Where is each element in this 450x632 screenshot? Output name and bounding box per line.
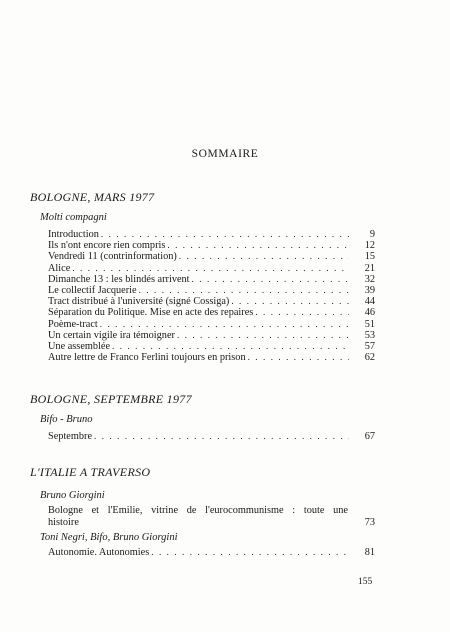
- page-number: 44: [364, 296, 375, 308]
- dot-leader: [179, 251, 349, 262]
- section-author: Bifo - Bruno: [40, 414, 93, 425]
- toc-entry[interactable]: Tract distribué à l'université (signé Cossiga) . . . 44: [48, 296, 375, 307]
- page-number: 39: [364, 284, 375, 296]
- page-number: 46: [364, 307, 375, 319]
- toc-list-negri: [48, 547, 375, 558]
- dot-leader: [100, 319, 349, 330]
- dot-leader: [112, 341, 349, 352]
- page-number: 62: [364, 352, 375, 364]
- toc-list-giorgini: [48, 505, 375, 529]
- toc-entry[interactable]: Dimanche 13 : les blindés arrivent . . . 32: [48, 274, 375, 285]
- dot-leader: [139, 285, 349, 296]
- page-number: 67: [364, 431, 375, 442]
- toc-entry[interactable]: Le collectif Jacquerie . . . 39: [48, 285, 375, 296]
- section-heading-bologne-septembre: BOLOGNE, SEPTEMBRE 1977: [30, 392, 192, 406]
- toc-entry[interactable]: Vendredi 11 (contrinformation) . . . 15: [48, 251, 375, 262]
- page-number: 9: [369, 229, 375, 240]
- dot-leader: [151, 547, 349, 558]
- folio-page-number: 155: [358, 577, 373, 587]
- dot-leader: [94, 431, 349, 442]
- toc-entry[interactable]: Alice . . . 21: [48, 263, 375, 274]
- dot-leader: [192, 274, 349, 285]
- page-number: 73: [364, 517, 375, 528]
- section-heading-italie-a-traverso: L'ITALIE A TRAVERSO: [30, 465, 151, 479]
- toc-entry[interactable]: Septembre . . . 67: [48, 431, 375, 442]
- toc-entry[interactable]: Autre lettre de Franco Ferlini toujours en prison . . . 62: [48, 352, 375, 363]
- page-number: 51: [364, 318, 375, 330]
- toc-entry[interactable]: Introduction . . . 9: [48, 229, 375, 240]
- section-author: Toni Negri, Bifo, Bruno Giorgini: [40, 532, 178, 543]
- dot-leader: [101, 229, 349, 240]
- page-number: 15: [364, 251, 375, 263]
- toc-list-bologne-septembre: [48, 431, 375, 442]
- section-heading-bologne-mars: BOLOGNE, MARS 1977: [30, 190, 155, 204]
- toc-entry[interactable]: Un certain vigile ira témoigner . . . 53: [48, 330, 375, 341]
- dot-leader: [248, 352, 349, 363]
- section-author: Molti compagni: [40, 212, 107, 223]
- dot-leader: [177, 330, 349, 341]
- page-title: SOMMAIRE: [191, 148, 259, 160]
- toc-entry[interactable]: Bologne et l'Emilie, vitrine de l'eurocommunisme : toute une histoire 73: [48, 505, 375, 528]
- dot-leader: [167, 240, 349, 251]
- dot-leader: [255, 307, 349, 318]
- dot-leader: [72, 263, 349, 274]
- page-number: 12: [364, 240, 375, 252]
- page-number: 81: [364, 547, 375, 558]
- toc-entry[interactable]: Séparation du Politique. Mise en acte des repaires . . . 46: [48, 307, 375, 318]
- page-number: 57: [364, 340, 375, 352]
- page-number: 32: [364, 273, 375, 285]
- page-number: 21: [364, 262, 375, 274]
- toc-entry[interactable]: Autonomie. Autonomies . . . 81: [48, 547, 375, 558]
- toc-entry[interactable]: Poème-tract . . . 51: [48, 319, 375, 330]
- toc-entry[interactable]: Ils n'ont encore rien compris . . . 12: [48, 240, 375, 251]
- toc-list-bologne-mars: [48, 229, 375, 363]
- page-number: 53: [364, 329, 375, 341]
- toc-entry[interactable]: Une assemblée . . . 57: [48, 341, 375, 352]
- dot-leader: [231, 296, 349, 307]
- section-author: Bruno Giorgini: [40, 490, 105, 501]
